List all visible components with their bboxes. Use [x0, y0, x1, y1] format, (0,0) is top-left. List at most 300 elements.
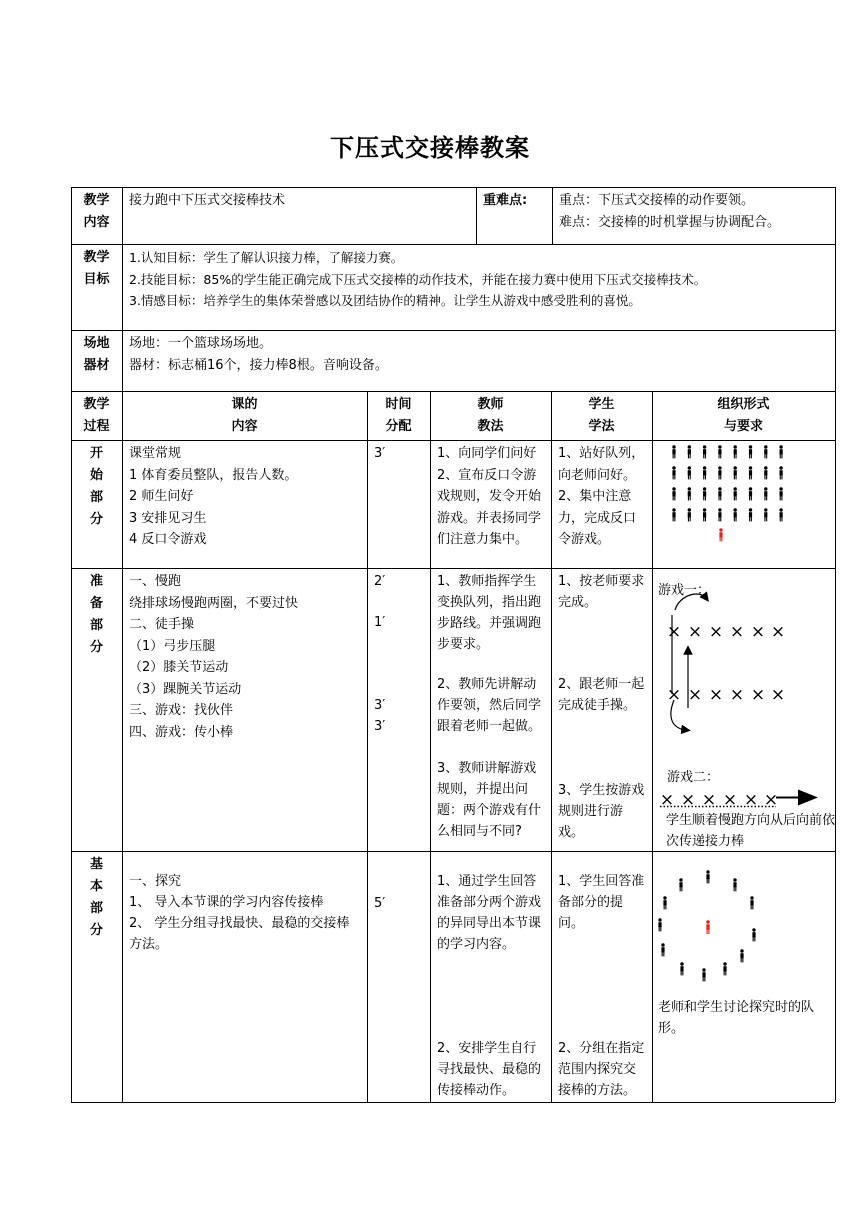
figure-body: [749, 470, 752, 475]
figure-leg: [682, 971, 683, 975]
student-figure: [734, 508, 737, 521]
figure-leg: [734, 517, 735, 521]
student-figure: [749, 508, 752, 521]
figure-head: [734, 508, 737, 511]
figure-body: [780, 470, 783, 475]
section-label-char: 始: [89, 468, 103, 483]
start-teacher: 1、向同学们问好 2、宣布反口令游戏规则，发令开始游戏。并表扬同学们注意力集中。: [437, 446, 542, 547]
section-label-char: 部: [89, 490, 103, 505]
figure-leg: [720, 454, 721, 458]
student-figure: [672, 445, 675, 458]
figure-body: [688, 512, 691, 517]
student-figure: [764, 487, 767, 500]
figure-leg: [754, 937, 755, 941]
curve-arrow: [675, 594, 706, 610]
game1-label: 游戏一：: [658, 583, 711, 598]
student-figure: [679, 878, 682, 891]
venue-item: 器材：标志桶16个，接力棒8根。音响设备。: [129, 357, 388, 373]
content-text: 接力跑中下压式交接棒技术: [129, 193, 286, 208]
figure-leg: [736, 475, 737, 479]
header-line: 教师: [477, 397, 504, 412]
figure-body: [703, 512, 706, 517]
figure-head: [764, 487, 767, 490]
figure-leg: [725, 971, 726, 975]
figure-leg: [780, 475, 781, 479]
section-label-char: 部: [89, 618, 103, 633]
figure-leg: [708, 879, 709, 883]
figure-leg: [688, 496, 689, 500]
prep-teacher-item: 1、教师指挥学生变换队列，指出跑步路线。并强调跑步要求。: [437, 574, 542, 652]
figure-leg: [673, 496, 674, 500]
cross-mark: ×: [743, 790, 759, 810]
content-label-line: 教学: [83, 193, 110, 208]
figure-head: [672, 487, 675, 490]
venue-item: 场地：一个篮球场场地。: [129, 336, 273, 351]
student-figure: [672, 487, 675, 500]
figure-leg: [681, 887, 682, 891]
student-figure: [779, 508, 782, 521]
student-figure: [734, 487, 737, 500]
figure-leg: [780, 517, 781, 521]
figure-leg: [751, 905, 752, 909]
figure-leg: [674, 454, 675, 458]
figure-leg: [766, 496, 767, 500]
figure-head: [672, 445, 675, 448]
student-figure: [749, 487, 752, 500]
figure-head: [663, 896, 666, 899]
figure-leg: [705, 475, 706, 479]
figure-head: [779, 508, 782, 511]
student-figure: [706, 870, 709, 883]
figure-body: [663, 900, 666, 905]
cross-mark: ×: [729, 685, 745, 705]
cross-mark: ×: [750, 685, 766, 705]
figure-head: [679, 878, 682, 881]
figure-leg: [781, 454, 782, 458]
content-line: 一、慢跑: [129, 574, 182, 589]
cross-mark: ×: [770, 622, 786, 642]
cross-mark: ×: [680, 790, 696, 810]
figure-body: [688, 449, 691, 454]
figure-leg: [705, 517, 706, 521]
figure-head: [718, 508, 721, 511]
student-figure: [702, 968, 705, 981]
figure-head: [702, 968, 705, 971]
figure-head: [749, 445, 752, 448]
figure-head: [734, 487, 737, 490]
figure-head: [749, 487, 752, 490]
student-figure: [749, 466, 752, 479]
figure-head: [764, 445, 767, 448]
student-figure: [718, 487, 721, 500]
basic-teacher-item: 2、安排学生自行寻找最快、最稳的传接棒动作。: [437, 1041, 542, 1098]
student-figure: [734, 466, 737, 479]
figure-leg: [751, 496, 752, 500]
figure-head: [718, 487, 721, 490]
figure-leg: [665, 905, 666, 909]
figure-leg: [659, 927, 660, 931]
cross-mark: ×: [763, 790, 779, 810]
figure-leg: [749, 454, 750, 458]
cross-mark: ×: [708, 685, 724, 705]
figure-head: [658, 918, 661, 921]
section-label-char: 本: [89, 879, 103, 894]
student-figure: [779, 466, 782, 479]
difficult-point: 难点：交接棒的时机掌握与协调配合。: [559, 214, 781, 230]
figure-head: [680, 962, 683, 965]
figure-leg: [703, 496, 704, 500]
figure-head: [779, 487, 782, 490]
figure-leg: [690, 517, 691, 521]
figure-head: [703, 508, 706, 511]
cross-mark: ×: [687, 685, 703, 705]
key-point: 重点：下压式交接棒的动作要领。: [559, 193, 755, 208]
student-figure: [718, 466, 721, 479]
basic-student-item: 1、学生回答准备部分的提问。: [558, 874, 645, 931]
figure-body: [658, 922, 661, 927]
figure-head: [750, 896, 753, 899]
prep-time: 3′: [374, 719, 386, 734]
student-figure: [703, 445, 706, 458]
figure-leg: [673, 475, 674, 479]
figure-body: [749, 491, 752, 496]
figure-leg: [703, 454, 704, 458]
venue-label-line: 场地: [83, 336, 110, 351]
student-figure: [703, 487, 706, 500]
figure-leg: [766, 517, 767, 521]
header-line: 分配: [385, 419, 412, 434]
cross-mark: ×: [701, 790, 717, 810]
prep-student-item: 1、按老师要求完成。: [558, 574, 645, 610]
game2-label: 游戏二：: [667, 770, 720, 785]
figure-body: [733, 882, 736, 887]
prep-teacher-item: 3、教师讲解游戏规则，并提出问题：两个游戏有什么相同与不同?: [437, 761, 542, 839]
figure-leg: [690, 454, 691, 458]
cross-mark: ×: [750, 622, 766, 642]
student-figure: [733, 878, 736, 891]
figure-body: [703, 449, 706, 454]
figure-leg: [688, 475, 689, 479]
student-figure: [658, 918, 661, 931]
figure-leg: [720, 496, 721, 500]
student-figure: [703, 508, 706, 521]
figure-leg: [673, 454, 674, 458]
figure-leg: [766, 454, 767, 458]
content-line: 4 反口令游戏: [129, 532, 207, 547]
cross-mark: ×: [708, 622, 724, 642]
student-figure: [740, 949, 743, 962]
student-figure: [688, 466, 691, 479]
figure-body: [703, 470, 706, 475]
figure-body: [750, 900, 753, 905]
section-label-char: 开: [89, 446, 103, 461]
figure-head: [723, 962, 726, 965]
figure-leg: [780, 496, 781, 500]
figure-leg: [660, 927, 661, 931]
figure-body: [718, 491, 721, 496]
header-line: 教法: [477, 419, 504, 434]
figure-leg: [736, 496, 737, 500]
figure-leg: [662, 952, 663, 956]
header-line: 学生: [588, 397, 615, 412]
figure-body: [764, 470, 767, 475]
figure-leg: [736, 454, 737, 458]
figure-head: [703, 445, 706, 448]
student-figure: [703, 466, 706, 479]
figure-head: [688, 445, 691, 448]
header-line: 过程: [83, 419, 110, 434]
venue-label-line: 器材: [83, 358, 110, 373]
section-label-char: 准: [89, 574, 103, 589]
figure-body: [752, 932, 755, 937]
teacher-figure: [719, 528, 722, 541]
figure-head: [718, 466, 721, 469]
cross-mark: ×: [666, 622, 682, 642]
section-label-char: 备: [89, 596, 103, 611]
goal-item: 1.认知目标：学生了解认识接力棒，了解接力赛。: [129, 250, 404, 265]
figure-head: [764, 508, 767, 511]
content-line: （3）踝腕关节运动: [129, 681, 242, 697]
figure-body: [719, 532, 722, 537]
figure-head: [749, 508, 752, 511]
cross-mark: ×: [770, 685, 786, 705]
figure-leg: [674, 475, 675, 479]
cross-mark: ×: [729, 622, 745, 642]
figure-leg: [719, 475, 720, 479]
figure-head: [672, 508, 675, 511]
content-line: 一、探究: [129, 874, 182, 889]
figure-head: [752, 928, 755, 931]
prep-student-item: 3、学生按游戏规则进行游戏。: [558, 783, 645, 840]
figure-body: [672, 491, 675, 496]
figure-leg: [724, 971, 725, 975]
figure-leg: [766, 475, 767, 479]
figure-leg: [705, 496, 706, 500]
figure-leg: [781, 475, 782, 479]
figure-body: [780, 512, 783, 517]
figure-head: [733, 878, 736, 881]
student-figure: [672, 466, 675, 479]
figure-leg: [705, 454, 706, 458]
content-line: 2、 学生分组寻找最快、最稳的交接棒方法。: [129, 916, 350, 952]
figure-head: [734, 445, 737, 448]
figure-leg: [736, 517, 737, 521]
figure-body: [706, 924, 709, 929]
figure-leg: [681, 971, 682, 975]
figure-body: [718, 470, 721, 475]
prep-teacher-item: 2、教师先讲解动作要领，然后同学跟着老师一起做。: [437, 677, 542, 734]
figure-leg: [707, 930, 708, 934]
figure-body: [718, 512, 721, 517]
figure-body: [764, 491, 767, 496]
header-line: 与要求: [723, 419, 763, 434]
figure-body: [703, 491, 706, 496]
student-figure: [779, 487, 782, 500]
figure-body: [679, 882, 682, 887]
figure-leg: [674, 517, 675, 521]
student-figure: [764, 508, 767, 521]
page-title: 下压式交接棒教案: [330, 134, 530, 162]
start-time: 3′: [374, 446, 386, 461]
figure-body: [734, 512, 737, 517]
figure-leg: [703, 977, 704, 981]
figure-leg: [707, 879, 708, 883]
figure-leg: [663, 952, 664, 956]
figure-head: [719, 528, 722, 531]
prep-time: 3′: [374, 698, 386, 713]
figure-body: [780, 449, 783, 454]
figure-head: [661, 943, 664, 946]
figure-leg: [734, 496, 735, 500]
figure-leg: [690, 475, 691, 479]
figure-body: [734, 449, 737, 454]
content-line: 3 安排见习生: [129, 510, 207, 526]
content-line: （1）弓步压腿: [129, 638, 216, 654]
figure-body: [688, 491, 691, 496]
figure-leg: [680, 887, 681, 891]
figure-body: [780, 491, 783, 496]
figure-leg: [749, 475, 750, 479]
section-label-char: 部: [89, 901, 103, 916]
figure-leg: [674, 496, 675, 500]
student-figure: [661, 943, 664, 956]
difficulty-label: 重难点:: [483, 193, 528, 208]
section-label-char: 分: [89, 512, 103, 527]
header-line: 组织形式: [717, 397, 770, 412]
section-label-char: 分: [89, 640, 103, 655]
figure-leg: [690, 496, 691, 500]
figure-leg: [703, 517, 704, 521]
prep-time: 1′: [374, 615, 386, 630]
header-line: 学法: [588, 419, 615, 434]
figure-head: [688, 466, 691, 469]
figure-leg: [721, 537, 722, 541]
figure-leg: [720, 475, 721, 479]
figure-body: [734, 470, 737, 475]
figure-head: [779, 445, 782, 448]
content-line: （2）膝关节运动: [129, 660, 229, 675]
figure-head: [734, 466, 737, 469]
figure-leg: [735, 887, 736, 891]
figure-leg: [751, 517, 752, 521]
figure-body: [672, 449, 675, 454]
figure-leg: [751, 454, 752, 458]
figure-body: [706, 874, 709, 879]
basic-teacher-item: 1、通过学生回答准备部分两个游戏的异同导出本节课的学习内容。: [437, 874, 542, 952]
student-figure: [764, 466, 767, 479]
goals-label-line: 教学: [83, 250, 110, 265]
figure-leg: [664, 905, 665, 909]
figure-leg: [781, 496, 782, 500]
figure-head: [718, 445, 721, 448]
figure-leg: [708, 930, 709, 934]
figure-head: [703, 487, 706, 490]
student-figure: [688, 445, 691, 458]
student-figure: [688, 487, 691, 500]
basic-time: 5′: [374, 896, 386, 911]
student-figure: [779, 445, 782, 458]
game2-description: 学生顺着慢跑方向从后向前依次传递接力棒: [666, 813, 836, 849]
figure-leg: [753, 937, 754, 941]
figure-leg: [749, 517, 750, 521]
header-line: 课的: [231, 397, 258, 412]
goal-item: 3.情感目标：培养学生的集体荣誉感以及团结协作的精神。让学生从游戏中感受胜利的喜悦。: [129, 293, 641, 308]
figure-leg: [749, 496, 750, 500]
figure-head: [672, 466, 675, 469]
cross-mark: ×: [666, 685, 682, 705]
figure-body: [672, 512, 675, 517]
prep-student-item: 2、跟老师一起完成徒手操。: [558, 677, 645, 713]
figure-leg: [703, 475, 704, 479]
figure-leg: [734, 454, 735, 458]
student-figure: [672, 508, 675, 521]
student-figure: [764, 445, 767, 458]
figure-body: [702, 972, 705, 977]
figure-body: [764, 449, 767, 454]
student-figure: [750, 896, 753, 909]
figure-leg: [734, 887, 735, 891]
goal-item: 2.技能目标：85%的学生能正确完成下压式交接棒的动作技术，并能在接力赛中使用下压式交接棒技术。: [129, 271, 707, 287]
content-line: 1 体育委员整队，报告人数。: [129, 467, 298, 483]
goals-label-line: 目标: [83, 272, 110, 287]
figure-leg: [720, 517, 721, 521]
figure-body: [688, 470, 691, 475]
figure-head: [688, 508, 691, 511]
student-figure: [718, 445, 721, 458]
student-figure: [688, 508, 691, 521]
section-label-char: 分: [89, 923, 103, 938]
figure-leg: [704, 977, 705, 981]
figure-leg: [751, 475, 752, 479]
section-label-char: 基: [89, 857, 103, 872]
figure-head: [764, 466, 767, 469]
start-student: 1、站好队列，向老师问好。 2、集中注意力，完成反口令游戏。: [558, 446, 645, 547]
figure-leg: [764, 454, 765, 458]
content-line: 四、游戏：传小棒: [129, 724, 234, 740]
figure-head: [779, 466, 782, 469]
cross-mark: ×: [687, 622, 703, 642]
content-line: 二、徒手操: [129, 617, 195, 632]
figure-body: [718, 449, 721, 454]
figure-leg: [764, 517, 765, 521]
student-figure: [663, 896, 666, 909]
student-figure: [749, 445, 752, 458]
figure-leg: [673, 517, 674, 521]
figure-leg: [741, 958, 742, 962]
figure-leg: [752, 905, 753, 909]
figure-body: [749, 512, 752, 517]
cross-mark: ×: [722, 790, 738, 810]
figure-leg: [688, 517, 689, 521]
figure-leg: [720, 537, 721, 541]
figure-head: [706, 920, 710, 924]
figure-leg: [719, 454, 720, 458]
figure-leg: [764, 496, 765, 500]
content-line: 绕排球场慢跑两圈，不要过快: [129, 595, 299, 611]
figure-leg: [719, 496, 720, 500]
figure-body: [723, 966, 726, 971]
content-line: 1、 导入本节课的学习内容传接棒: [129, 895, 324, 910]
header-line: 教学: [83, 397, 110, 412]
figure-leg: [719, 517, 720, 521]
header-line: 内容: [231, 419, 258, 434]
figure-body: [680, 966, 683, 971]
student-figure: [723, 962, 726, 975]
figure-leg: [780, 454, 781, 458]
figure-head: [740, 949, 743, 952]
figure-leg: [688, 454, 689, 458]
figure-head: [749, 466, 752, 469]
